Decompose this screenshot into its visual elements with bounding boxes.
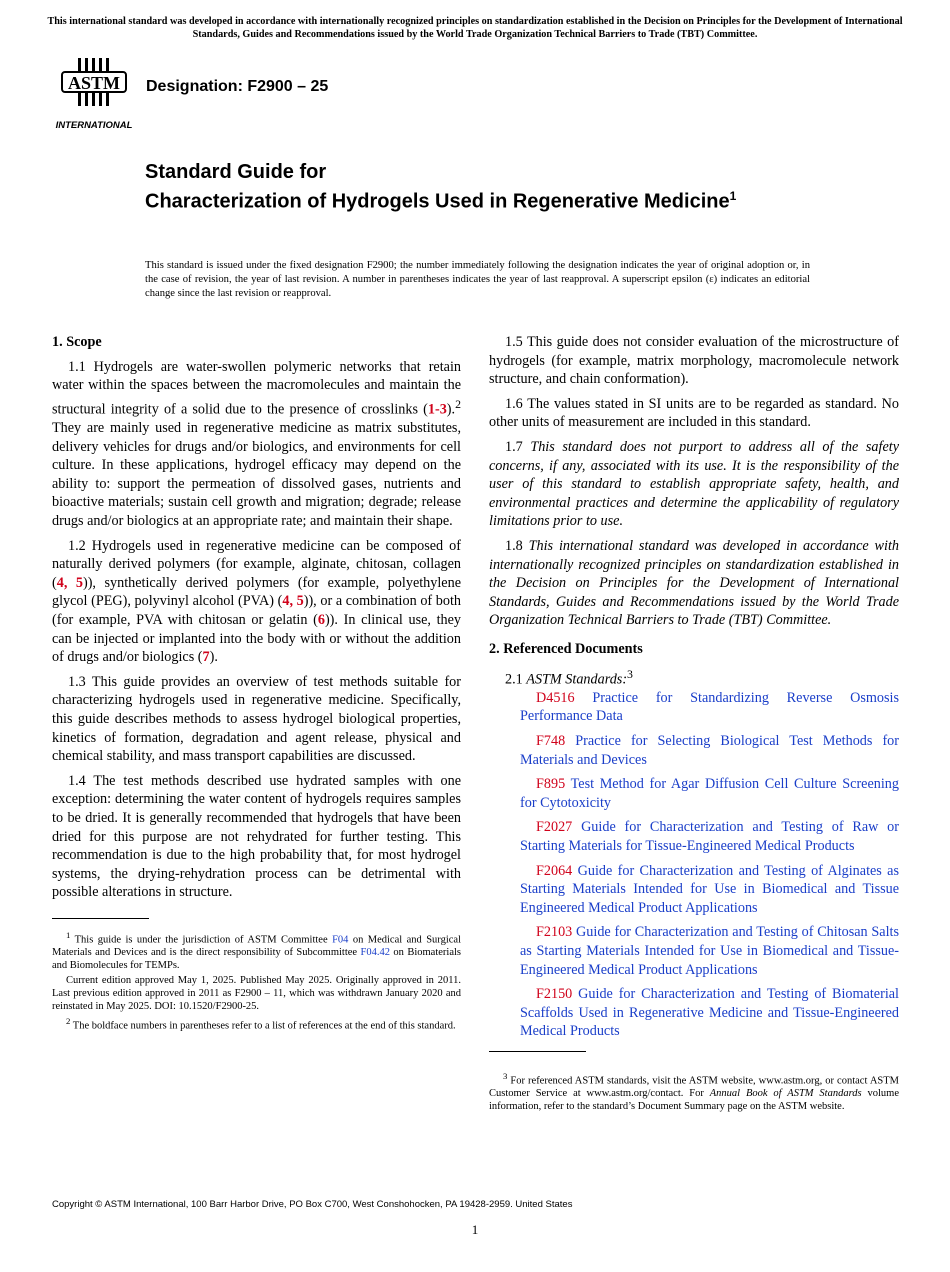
section-heading-referenced-documents: 2. Referenced Documents (489, 640, 643, 657)
reference-link[interactable]: 4, 5 (282, 593, 304, 610)
logo-subtitle: INTERNATIONAL (55, 120, 133, 131)
reference-item[interactable]: D4516 Practice for Standardizing Reverse Osmosis Performance Data (520, 689, 900, 725)
paragraph-1-5: 1.5 This guide does not consider evaluation of the microstructure of hydrogels (for example, matrix morphology, macromolecule network structure, and chain conformation). (489, 334, 899, 388)
committee-link[interactable]: F04 (332, 934, 349, 946)
left-column (52, 333, 461, 1035)
title-footnote-mark: 1 (729, 189, 737, 203)
section-heading-scope: 1. Scope (52, 334, 102, 350)
designation: Designation: F2900 – 25 (146, 78, 329, 95)
reference-link[interactable]: 4, 5 (56, 574, 83, 591)
paragraph-1-7: 1.7 This standard does not purport to address all of the safety concerns, if any, associated with its use. It is the responsibility of the user of this standard to establish appropriate safety, health, and environmental practices and determine the applicability of regulatory limitations prior to use. (489, 438, 899, 530)
paragraph-1-1: 1.1 Hydrogels are water-swollen polymeric networks that retain water within the spaces between the macromolecules and maintain the structural integrity of a solid due to the presence of crosslinks (1-3).$^2$ They are mainly used in regenerative medicine as matrix substitutes, delivery vehicles for drugs and/or biologics, and environments for cell culture. In these applications, hydrogel efficacy may depend on the ability to: support the permeation of dissolved gases, nutrients and bioactive materials; sustain cell growth and migration; degrade; release drugs and/or biologics at an appropriate rate; and maintain their shape. (52, 358, 461, 530)
footnotes-left (52, 929, 461, 1033)
reference-item[interactable]: F2103 Guide for Characterization and Testing of Chitosan Salts as Starting Materials Intended for Use in Biomedical and Tissue-Engineered Medical Product Applications (520, 924, 899, 978)
issuance-statement: This standard is issued under the fixed designation F2900; the number immediately following the designation indicates the year of original adoption or, in the case of revision, the year of last revision. A number in parentheses indicates the year of last reapproval. A superscript epsilon (ε) indicates an editorial change since the last revision or reapproval. (145, 260, 810, 299)
reference-item[interactable]: F2027 Guide for Characterization and Testing of Raw or Starting Materials for Tissue-Engineered Medical Products (520, 819, 899, 854)
footnotes-right (489, 1070, 899, 1114)
logo-letters: ASTM (67, 73, 121, 93)
wto-notice: This international standard was developed in accordance with internationally recognized principles on standardization established in the Decision on Principles for the Development of International Standards, Guides and Recommendations issued by the World Trade Organization Technical Barriers to Trade (TBT) Committee. (47, 16, 903, 40)
paragraph-2-1: 2.1 ASTM Standards:$^3$ (505, 666, 633, 688)
footnote-3: $^3$ For referenced ASTM standards, visit the ASTM website, www.astm.org, or contact ASTM Customer Service at www.astm.org/contact. For Annual Book of ASTM Standards volume information, refer to the standard’s Document Summary page on the ASTM website. (489, 1070, 900, 1113)
footnote-2: $^2$ The boldface numbers in parentheses refer to a list of references at the end of this standard. (66, 1016, 456, 1032)
reference-item[interactable]: F748 Practice for Selecting Biological Test Methods for Materials and Devices (520, 733, 899, 768)
footnote-rule (52, 918, 149, 919)
paragraph-1-4: 1.4 The test methods described use hydrated samples with one exception: determining the water content of hydrogels requires samples to be dried. It is generally recommended that hydrogels that have been dried for this purpose are not rehydrated for further testing. This recommendation is due to the high probability that, for most hydrogel systems, the drying-rehydration process can be detrimental with possible alterations in structure. (52, 772, 461, 901)
reference-link[interactable]: 6 (317, 612, 325, 629)
document-title (145, 160, 845, 214)
copyright-footer: Copyright © ASTM International, 100 Barr Harbor Drive, PO Box C700, West Conshohocken, PA 19428-2959. United States (52, 1199, 573, 1210)
reference-item[interactable]: F895 Test Method for Agar Diffusion Cell Culture Screening for Cytotoxicity (520, 776, 899, 811)
paragraph-1-6: 1.6 The values stated in SI units are to be regarded as standard. No other units of measurement are included in this standard. (489, 395, 899, 431)
reference-list (489, 689, 899, 1041)
astm-logo-icon (52, 58, 136, 132)
astm-logo (52, 58, 136, 132)
title-line2: Characterization of Hydrogels Used in Regenerative Medicine (145, 190, 730, 213)
reference-item[interactable]: F2150 Guide for Characterization and Testing of Biomaterial Scaffolds Used in Regenerative Medicine and Tissue-Engineered Medical Products (520, 986, 900, 1040)
paragraph-1-2: 1.2 Hydrogels used in regenerative medicine can be composed of naturally derived polymers (for example, alginate, chitosan, collagen (4, 5)), synthetically derived polymers (for example, polyethylene glycol (PEG), polyvinyl alcohol (PVA) (4, 5)), or a combination of both (for example, PVA with chitosan or gelatin (6)). In clinical use, they can be injected or implanted into the body with or without the addition of drugs and/or biologics (7). (52, 537, 462, 666)
title-line1: Standard Guide for (145, 161, 327, 183)
reference-link[interactable]: 7 (202, 649, 210, 666)
right-column (489, 333, 899, 1115)
reference-link[interactable]: 1-3 (427, 401, 447, 418)
footnote-rule (489, 1051, 586, 1052)
footnote-1-edition: Current edition approved May 1, 2025. Published May 2025. Originally approved in 2011. Last previous edition approved in 2011 as F2900 – 11, which was withdrawn January 2020 and reinstated in May 2025. DOI: 10.1520/F2900-25. (52, 975, 461, 1013)
paragraph-1-8: 1.8 This international standard was developed in accordance with internationally recognized principles on standardization established in the Decision on Principles for the Development of International Standards, Guides and Recommendations issued by the World Trade Organization Technical Barriers to Trade (TBT) Committee. (489, 537, 899, 629)
footnote-1: $^1$ This guide is under the jurisdiction of ASTM Committee F04 on Medical and Surgical Materials and Devices and is the direct responsibility of Subcommittee F04.42 on Biomaterials and Biomolecules for TEMPs. (52, 929, 462, 972)
subcommittee-link[interactable]: F04.42 (360, 947, 390, 959)
page-number: 1 (471, 1222, 479, 1237)
paragraph-1-3: 1.3 This guide provides an overview of test methods suitable for characterizing hydrogels used in regenerative medicine. Specifically, this guide describes methods to assess hydrogel biological properties, kinetics of formation, degradation and agent release, physical and chemical stability, and mass transport capabilities are discussed. (52, 673, 461, 765)
reference-item[interactable]: F2064 Guide for Characterization and Testing of Alginates as Starting Materials Intended for Use in Biomedical and Tissue Engineered Medical Product Applications (520, 862, 899, 916)
